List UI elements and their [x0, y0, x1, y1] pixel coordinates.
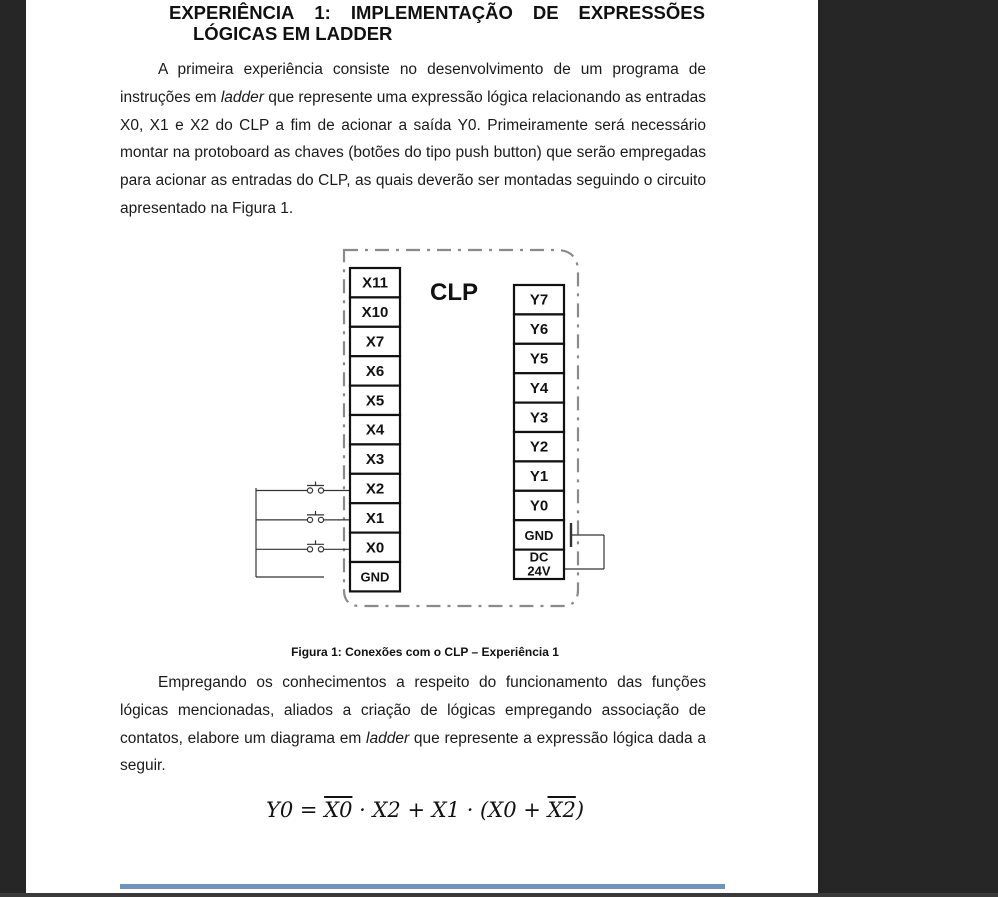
heading-word: EXPERIÊNCIA — [169, 2, 295, 23]
terminal-label: X10 — [361, 304, 389, 322]
output-terminal-y1 — [514, 461, 564, 490]
input-terminal-column — [350, 268, 400, 591]
equation-end: ) — [575, 798, 585, 822]
input-terminal-gnd — [350, 562, 400, 591]
terminal-label: X4 — [365, 421, 385, 439]
input-terminal-x7 — [350, 327, 400, 356]
heading-word: EXPRESSÕES — [578, 2, 705, 23]
page-footer-rule — [120, 884, 725, 889]
terminal-label: X3 — [365, 451, 385, 469]
heading-word: 1: — [314, 2, 331, 23]
push-button-x0 — [256, 540, 350, 552]
equation-middle: · X2 + X1 · (X0 + — [352, 798, 548, 822]
terminal-label: Y0 — [529, 497, 549, 515]
terminal-label: GND — [360, 569, 390, 585]
terminal-label: Y4 — [529, 379, 549, 397]
clp-title: CLP — [430, 279, 478, 306]
output-terminal-y0 — [514, 491, 564, 520]
terminal-label: X6 — [365, 362, 385, 380]
terminal-label: GND — [524, 527, 554, 543]
input-terminal-x6 — [350, 356, 400, 385]
input-terminal-x11 — [350, 268, 400, 297]
input-terminal-x10 — [350, 297, 400, 326]
push-button-x1 — [256, 511, 350, 523]
heading-word: IMPLEMENTAÇÃO — [350, 2, 513, 23]
input-terminal-x2 — [350, 474, 400, 503]
paragraph-emphasis: ladder — [366, 729, 410, 747]
input-terminal-x4 — [350, 415, 400, 444]
output-terminal-y3 — [514, 403, 564, 432]
terminal-label: DC — [529, 549, 549, 565]
paragraph-instructions — [120, 669, 706, 780]
paragraph-text: A primeira experiência consiste no desenvolvimento de um programa de instruções em — [120, 61, 706, 106]
terminal-label: Y5 — [529, 350, 549, 368]
figure-caption: Figura 1: Conexões com o CLP – Experiência 1 — [291, 645, 559, 659]
output-terminal-gnd — [514, 520, 564, 549]
terminal-label: Y2 — [529, 438, 549, 456]
push-button-wiring — [256, 482, 350, 578]
output-terminal-dc-24v — [514, 550, 564, 579]
equation-lhs: Y0 = — [265, 798, 325, 822]
push-button-x2 — [256, 482, 350, 494]
terminal-label: 24V — [527, 563, 551, 579]
paragraph-emphasis: ladder — [220, 88, 264, 106]
output-terminal-y6 — [514, 314, 564, 343]
input-terminal-x3 — [350, 444, 400, 473]
output-terminal-y4 — [514, 373, 564, 402]
output-terminal-y7 — [514, 285, 564, 314]
terminal-label: X0 — [365, 539, 385, 557]
terminal-label: X11 — [362, 274, 388, 292]
paragraph-text: que represente uma expressão lógica relacionando as entradas X0, X1 e X2 do CLP a fim de acionar a saída Y0. Primeiramente será necessário montar na protoboard as chaves (botões do tipo push button) que serão empregadas para acionar as entradas do CLP, as quais deverão ser montadas seguindo o circuito apresentado na Figura 1. — [120, 88, 706, 217]
terminal-label: Y3 — [529, 409, 549, 427]
terminal-label: Y1 — [529, 468, 549, 486]
logic-equation — [26, 798, 818, 822]
output-terminal-column — [514, 285, 564, 579]
terminal-label: X5 — [365, 392, 385, 410]
clp-connection-figure — [26, 0, 818, 640]
input-terminal-x5 — [350, 386, 400, 415]
viewer-bottom-edge — [0, 893, 998, 897]
paragraph-text: que represente a expressão lógica dada a seguir. — [120, 729, 707, 775]
equation-negated-term: X2 — [547, 798, 576, 822]
terminal-label: Y7 — [529, 291, 549, 309]
output-terminal-y5 — [514, 344, 564, 373]
input-terminal-x0 — [350, 533, 400, 562]
terminal-label: X2 — [365, 480, 385, 498]
document-page — [26, 0, 818, 893]
heading-line-2: LÓGICAS EM LADDER — [193, 23, 393, 44]
terminal-label: Y6 — [529, 321, 549, 339]
heading-word: DE — [532, 2, 559, 23]
paragraph-text: Empregando os conhecimentos a respeito do funcionamento das funções lógicas mencionadas, aliados a criação de lógicas empregando associação de contatos, elabore um diagrama em — [120, 674, 706, 747]
input-terminal-x1 — [350, 503, 400, 532]
terminal-label: X1 — [365, 509, 385, 527]
terminal-label: X7 — [365, 333, 385, 351]
equation-negated-term: X0 — [324, 798, 353, 822]
output-terminal-y2 — [514, 432, 564, 461]
